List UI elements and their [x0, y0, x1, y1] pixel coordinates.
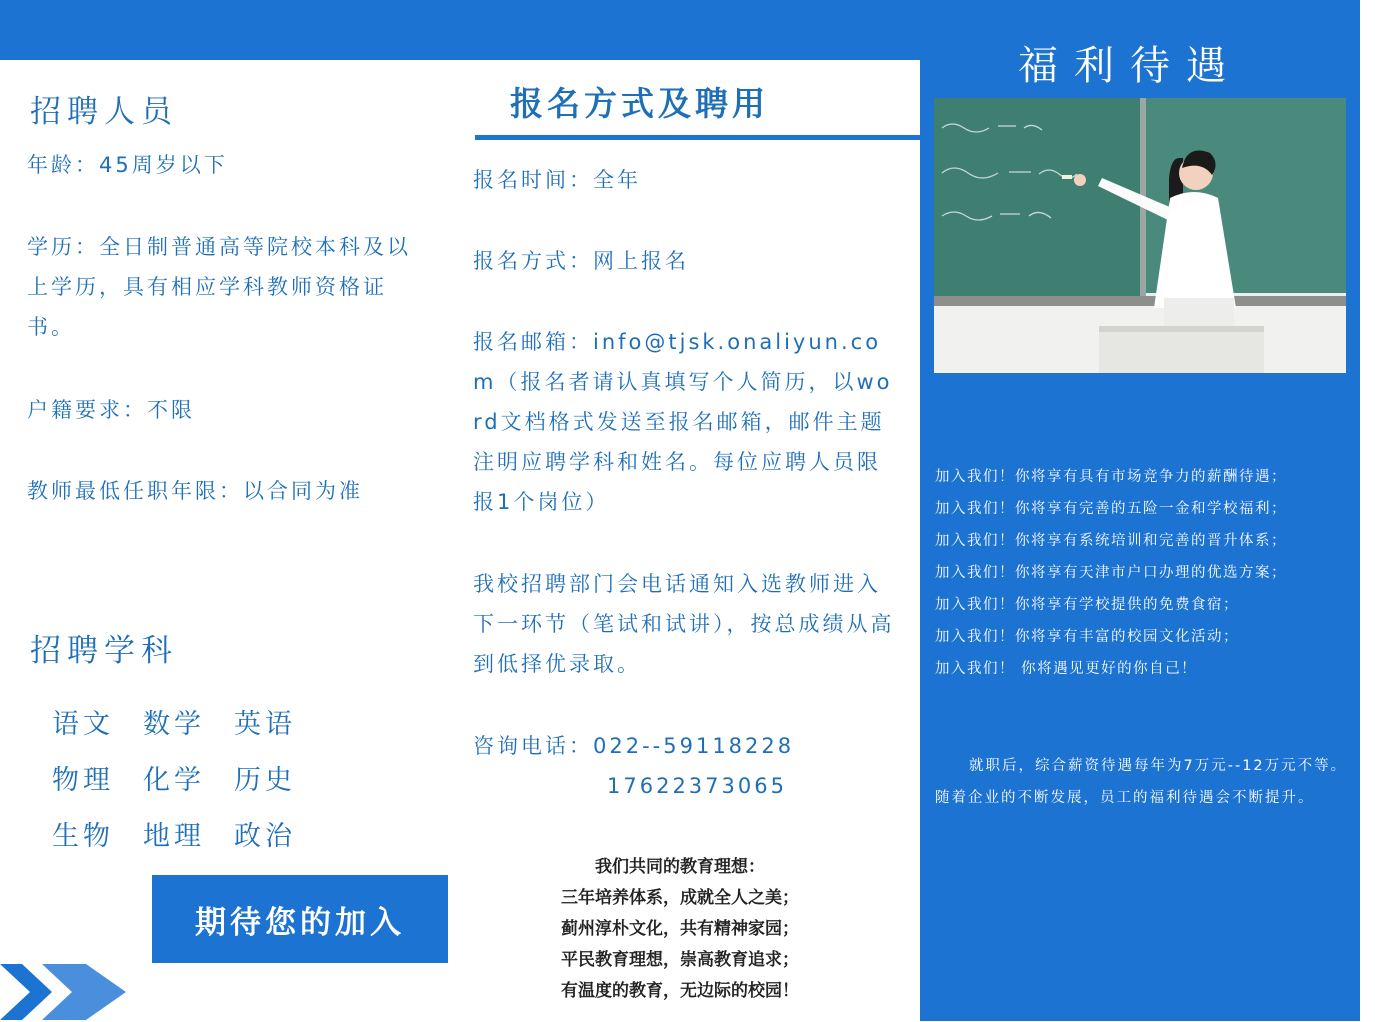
subject-chinese: 语文: [52, 708, 114, 740]
benefit-item: 加入我们！你将享有丰富的校园文化活动；: [935, 629, 1239, 645]
salary-description: 就职后，综合薪资待遇每年为7万元--12万元不等。随着企业的不断发展，员工的福利待遇会不断提升。: [935, 758, 1348, 806]
subject-geography: 地理: [143, 820, 205, 852]
benefit-item: 加入我们！你将享有系统培训和完善的晋升体系；: [935, 533, 1287, 549]
registration-method: 报名方式：网上报名: [473, 249, 689, 273]
subjects-grid: [52, 693, 325, 861]
age-requirement: 年龄：45周岁以下: [27, 153, 228, 177]
subject-math: 数学: [143, 708, 205, 740]
double-chevron-right-icon: [0, 962, 130, 1022]
subjects-row: [52, 749, 325, 805]
benefit-item: 加入我们！你将享有完善的五险一金和学校福利；: [935, 501, 1287, 517]
education-requirement: 学历：全日制普通高等院校本科及以上学历，具有相应学科教师资格证书。: [27, 235, 411, 339]
registration-email: 报名邮箱：info@tjsk.onaliyun.com（报名者请认真填写个人简历，以word文档格式发送至报名邮箱，邮件主题注明应聘学科和姓名。每位应聘人员限报1个岗位）: [473, 330, 893, 514]
contact-phone-2: 17622373065: [607, 774, 787, 798]
subject-physics: 物理: [52, 764, 114, 796]
registration-time: 报名时间：全年: [473, 168, 641, 192]
benefit-item: 加入我们！你将享有具有市场竞争力的薪酬待遇；: [935, 469, 1287, 485]
benefits-title: 福利待遇: [1018, 43, 1242, 89]
teacher-at-blackboard-photo: [934, 98, 1346, 373]
recruit-subjects-title: 招聘学科: [30, 633, 178, 669]
recruit-staff-title: 招聘人员: [30, 94, 178, 130]
household-requirement: 户籍要求：不限: [27, 398, 195, 422]
subjects-row: [52, 693, 325, 749]
subjects-row: [52, 805, 325, 861]
contact-phone: [473, 726, 903, 806]
selection-process: 我校招聘部门会电话通知入选教师进入下一环节（笔试和试讲），按总成绩从高到低择优录取。: [473, 572, 895, 676]
motto-line: 我们共同的教育理想：: [595, 857, 765, 877]
motto-line: 蓟州淳朴文化，共有精神家园；: [561, 919, 799, 939]
motto-line: 三年培养体系，成就全人之美；: [561, 888, 799, 908]
subject-history: 历史: [234, 764, 296, 796]
contact-phone-label: 咨询电话：: [473, 734, 593, 758]
benefit-item: 加入我们！你将享有学校提供的免费食宿；: [935, 597, 1239, 613]
education-motto: [520, 852, 840, 1007]
benefit-item: 加入我们！你将享有天津市户口办理的优选方案；: [935, 565, 1287, 581]
registration-title: 报名方式及聘用: [510, 84, 769, 123]
subject-biology: 生物: [52, 820, 114, 852]
subject-english: 英语: [234, 708, 296, 740]
motto-line: 平民教育理想，崇高教育追求；: [561, 950, 799, 970]
tenure-requirement: 教师最低任职年限：以合同为准: [27, 479, 363, 503]
benefits-list: [935, 461, 1355, 685]
join-us-button[interactable]: 期待您的加入: [152, 875, 448, 963]
subject-chemistry: 化学: [143, 764, 205, 796]
right-edge-strip: [1360, 0, 1375, 1021]
subject-politics: 政治: [234, 820, 296, 852]
contact-phone-1: 022--59118228: [593, 734, 795, 758]
benefit-item: 加入我们！ 你将遇见更好的你自己！: [935, 661, 1198, 677]
registration-title-underline: [475, 135, 922, 140]
motto-line: 有温度的教育，无边际的校园！: [561, 981, 799, 1001]
top-blue-bar: [0, 0, 922, 60]
